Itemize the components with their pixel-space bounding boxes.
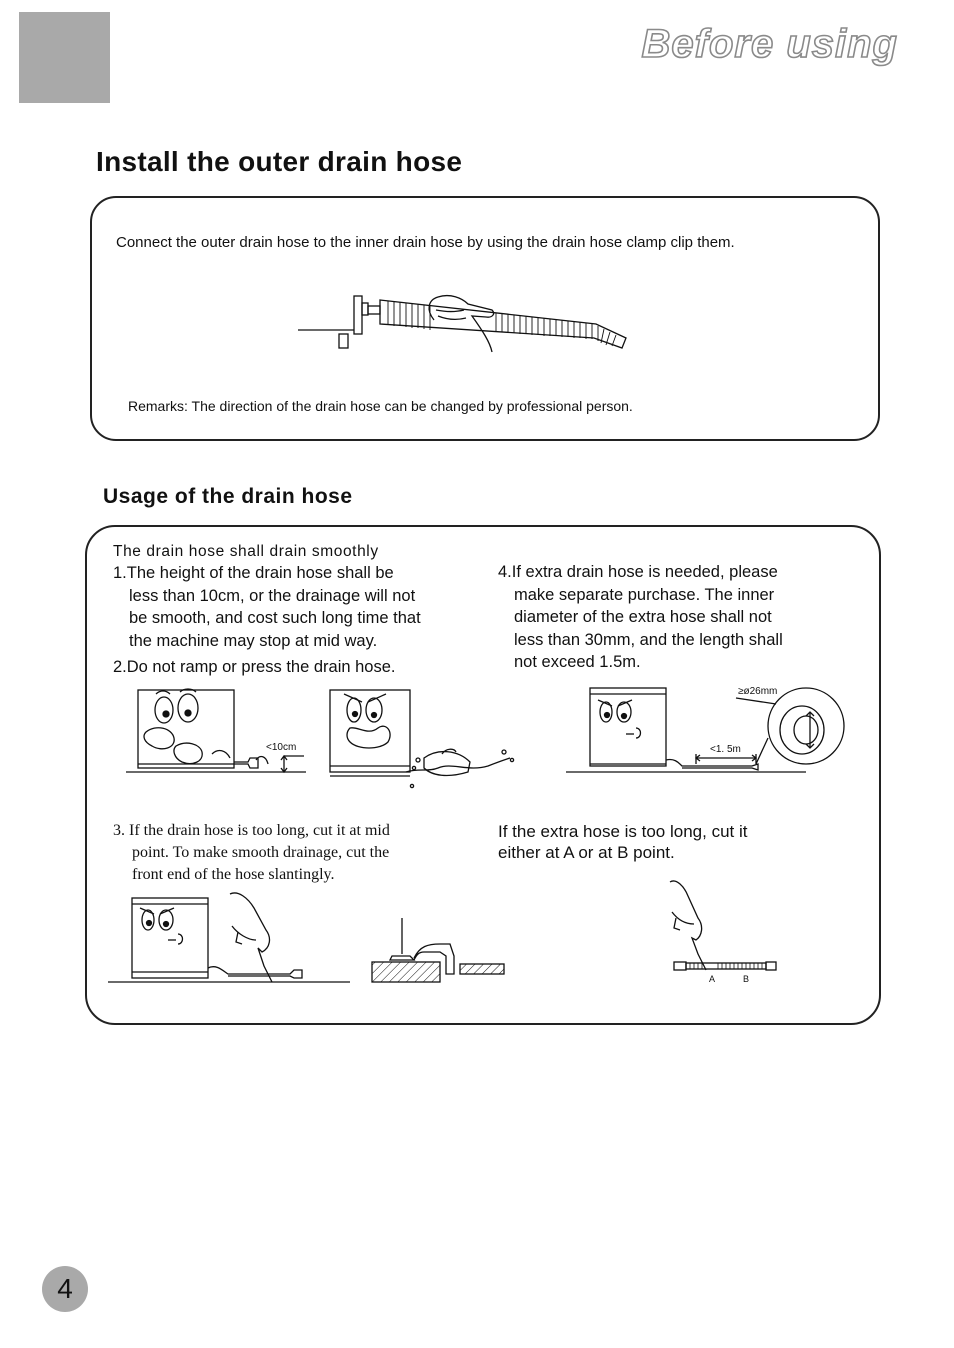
cut-hose-illustration <box>108 890 352 986</box>
usage-item-1-line: 1.The height of the drain hose shall be <box>113 564 394 582</box>
usage-item-1-line: be smooth, and cost such long time that <box>129 609 421 627</box>
usage-item-2: 2.Do not ramp or press the drain hose. <box>113 658 396 676</box>
corner-grey-block <box>19 12 110 103</box>
hose-press-illustration <box>328 688 523 792</box>
usage-item-4-line: 4.If extra drain hose is needed, please <box>498 563 778 581</box>
extra-hose-note-line: If the extra hose is too long, cut it <box>498 822 748 841</box>
usage-item-4-line: less than 30mm, and the length shall <box>514 630 783 649</box>
extra-hose-note <box>498 821 747 863</box>
extra-hose-note-line: either at A or at B point. <box>498 843 675 862</box>
usage-item-1 <box>113 562 493 652</box>
usage-item-3-line: front end of the hose slantingly. <box>132 866 335 883</box>
usage-subtitle: Usage of the drain hose <box>103 485 353 508</box>
header-title: Before using <box>641 22 898 66</box>
usage-item-4-line: diameter of the extra hose shall not <box>514 608 772 626</box>
usage-item-3 <box>113 820 473 886</box>
usage-item-1-line: less than 10cm, or the drainage will not <box>129 586 416 605</box>
section-title: Install the outer drain hose <box>96 146 463 177</box>
slanted-cut-illustration <box>370 916 506 986</box>
label-26mm: ≥ø26mm <box>738 686 778 697</box>
usage-item-3-line: 3. If the drain hose is too long, cut it at mid <box>113 822 390 839</box>
usage-item-4 <box>498 561 858 674</box>
label-a: A <box>709 974 716 984</box>
hose-clamp-illustration <box>296 290 641 360</box>
hose-height-illustration <box>126 688 308 778</box>
install-remarks: Remarks: The direction of the drain hose can be changed by professional person. <box>128 398 633 414</box>
usage-item-4-line: not exceed 1.5m. <box>514 653 641 671</box>
cut-ab-illustration <box>666 878 782 986</box>
page-number: 4 <box>42 1266 88 1312</box>
label-b: B <box>743 974 750 984</box>
extra-hose-illustration <box>566 680 846 776</box>
install-instruction: Connect the outer drain hose to the inner drain hose by using the drain hose clamp clip them. <box>116 234 735 251</box>
usage-item-1-line: the machine may stop at mid way. <box>129 631 378 650</box>
label-10cm: <10cm <box>266 742 297 753</box>
usage-item-3-line: point. To make smooth drainage, cut the <box>132 844 390 861</box>
usage-intro: The drain hose shall drain smoothly <box>113 543 379 560</box>
label-1-5m: <1. 5m <box>710 744 741 755</box>
usage-item-4-line: make separate purchase. The inner <box>514 585 775 604</box>
